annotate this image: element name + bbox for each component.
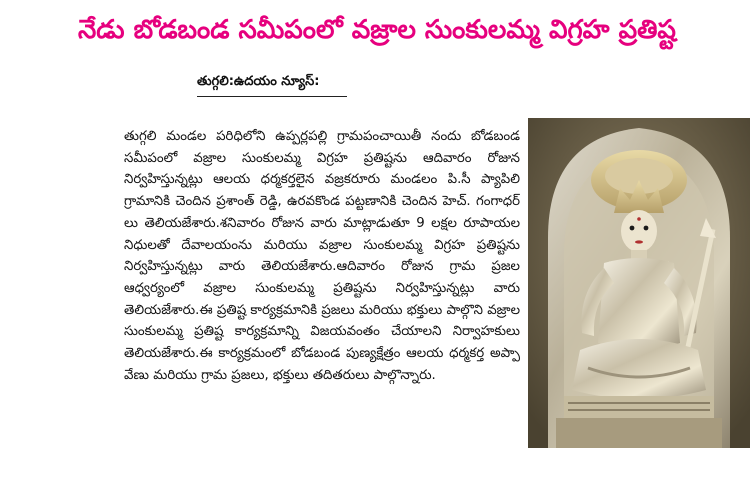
dateline-block bbox=[197, 74, 357, 97]
article-body bbox=[124, 126, 520, 386]
silver-idol-icon bbox=[528, 118, 750, 448]
article-paragraph: తుగ్గలి మండల పరిధిలోని ఉప్పర్లపల్లి గ్రామపంచాయితీ నందు బోడబండ సమీపంలో వజ్రాల సుంకులమ్మ విగ్రహ ప్రతిష్టను ఆదివారం రోజున నిర్వహిస్తున్నట్లు ఆలయ ధర్మకర్తలైన వజ్రకరూరు మండలం పి.సీ ప్యాపిలి గ్రామానికి చెందిన ప్రశాంత్ రెడ్డి, ఉరవకొండ పట్టణానికి చెందిన హెచ్. గంగాధర్ లు తెలియజేశారు.శనివారం రోజున వారు మాట్లాడుతూ 9 లక్షల రూపాయల నిధులతో దేవాలయంను మరియు వజ్రాల సుంకులమ్మ విగ్రహ ప్రతిష్టను నిర్వహిస్తున్నట్లు వారు తెలియజేశారు.ఆదివారం రోజున గ్రామ ప్రజల ఆధ్వర్యంలో వజ్రాల సుంకులమ్మ ప్రతిష్టను నిర్వహిస్తున్నట్లు వారు తెలియజేశారు.ఈ ప్రతిష్ట కార్యక్రమానికి ప్రజలు మరియు భక్తులు పాల్గొని వజ్రాల సుంకులమ్మ ప్రతిష్ట కార్యక్రమాన్ని విజయవంతం చేయాలని నిర్వాహకులు తెలియజేశారు.ఈ కార్యక్రమంలో బోడబండ పుణ్యక్షేత్రం ఆలయ ధర్మకర్త అప్పా వేణు మరియు గ్రామ ప్రజలు, భక్తులు తదితరులు పాల్గొన్నారు. bbox=[124, 129, 520, 383]
dateline-underline bbox=[197, 96, 347, 97]
dateline: తుగ్గలి:ఉదయం న్యూస్: bbox=[197, 74, 320, 89]
idol-photo bbox=[528, 118, 750, 448]
headline: నేడు బోడబండ సమీపంలో వజ్రాల సుంకులమ్మ విగ్రహ ప్రతిష్ట bbox=[78, 15, 676, 45]
